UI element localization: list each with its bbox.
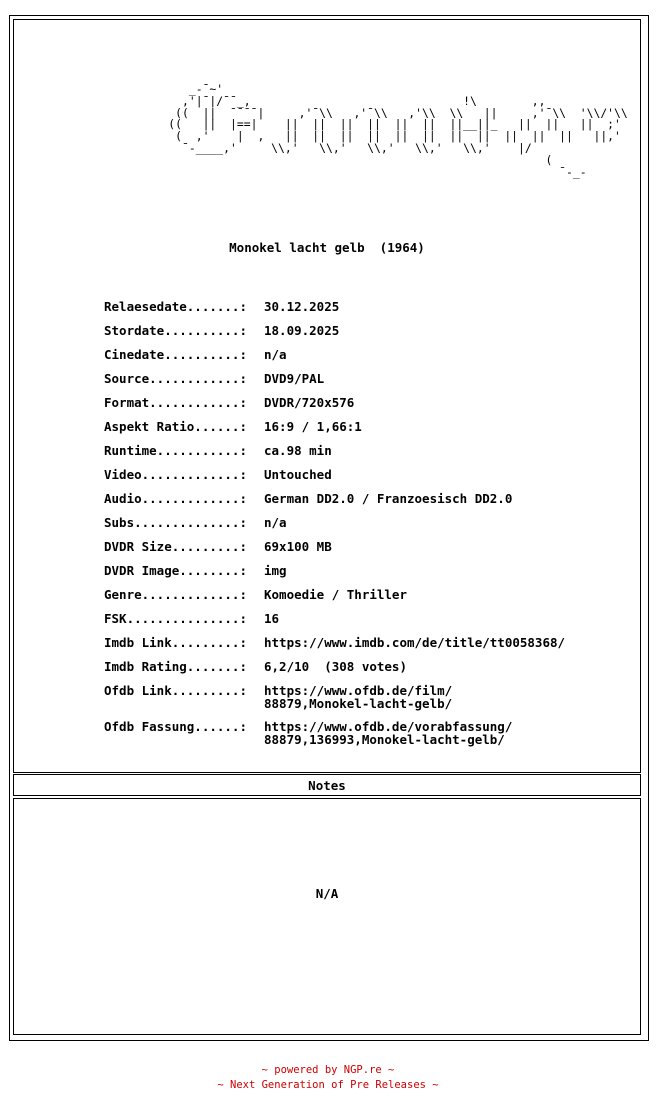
detail-value: n/a	[264, 515, 287, 530]
detail-value: 16	[264, 611, 280, 626]
detail-row-ofdb-link	[104, 684, 565, 720]
detail-key: Audio.............:	[104, 491, 247, 506]
notes-panel	[13, 798, 641, 1035]
detail-value: Komoedie / Thriller	[264, 587, 407, 602]
detail-row-cinedate	[104, 348, 565, 372]
imdb-link[interactable]: https://www.imdb.com/de/title/tt0058368/	[264, 635, 566, 650]
ascii-logo: _-¯~' ,'|¯|/¯¯_, !\ ,, (( || ¯¯¯¯| ,'¯\\ ,'¯\\ ,'\\ \\ || ,'¯\\ '\\/'\\ (( || |==| || || || || || || ||__||_ || || || ;' ( ,' | , || || || || || || || || || || || ||,' ¯-____,' \\,' \\,' \\,' \\,' \\,' |/ ( ¯-_-	[168, 82, 628, 179]
detail-row-runtime	[104, 444, 565, 468]
detail-key: Relaesedate.......:	[104, 299, 247, 314]
detail-key: Genre.............:	[104, 587, 247, 602]
nfo-frame	[9, 15, 649, 1041]
detail-key: Format............:	[104, 395, 247, 410]
detail-row-genre	[104, 588, 565, 612]
detail-row-ofdb-fassung	[104, 720, 565, 756]
detail-key: Imdb Link.........:	[104, 635, 247, 650]
detail-row-dvdr-size	[104, 540, 565, 564]
notes-label: Notes	[308, 778, 346, 793]
detail-value: 18.09.2025	[264, 323, 340, 338]
detail-value: 30.12.2025	[264, 299, 340, 314]
detail-value: ca.98 min	[264, 443, 332, 458]
detail-row-imdb-link	[104, 636, 565, 660]
detail-key: Imdb Rating.......:	[104, 659, 247, 674]
detail-row-audio	[104, 492, 565, 516]
release-details	[104, 300, 565, 756]
detail-value: DVDR/720x576	[264, 395, 355, 410]
detail-value: Untouched	[264, 467, 332, 482]
footer-powered-by[interactable]: ~ powered by NGP.re ~	[261, 1064, 395, 1076]
detail-value: German DD2.0 / Franzoesisch DD2.0	[264, 491, 513, 506]
notes-text: N/A	[315, 886, 339, 901]
detail-row-source	[104, 372, 565, 396]
detail-value: n/a	[264, 347, 287, 362]
detail-row-releasedate	[104, 300, 565, 324]
detail-value: 6,2/10 (308 votes)	[264, 659, 407, 674]
detail-row-dvdr-image	[104, 564, 565, 588]
detail-key: Ofdb Link.........:	[104, 683, 247, 698]
footer-tagline: ~ Next Generation of Pre Releases ~	[217, 1079, 439, 1091]
detail-key: Source............:	[104, 371, 247, 386]
detail-key: Aspekt Ratio......:	[104, 419, 247, 434]
detail-value: img	[264, 563, 287, 578]
detail-key: FSK...............:	[104, 611, 247, 626]
ofdb-link[interactable]: https://www.ofdb.de/film/ 88879,Monokel-lacht-gelb/	[264, 683, 453, 711]
detail-row-aspect-ratio	[104, 420, 565, 444]
detail-value: DVD9/PAL	[264, 371, 325, 386]
ofdb-fassung-link[interactable]: https://www.ofdb.de/vorabfassung/ 88879,136993,Monokel-lacht-gelb/	[264, 719, 513, 747]
detail-key: Runtime...........:	[104, 443, 247, 458]
release-info-panel	[13, 19, 641, 773]
detail-row-video	[104, 468, 565, 492]
detail-row-format	[104, 396, 565, 420]
release-title: Monokel lacht gelb (1964)	[229, 240, 425, 255]
detail-row-imdb-rating	[104, 660, 565, 684]
detail-key: DVDR Image........:	[104, 563, 247, 578]
detail-row-subs	[104, 516, 565, 540]
detail-key: Ofdb Fassung......:	[104, 719, 247, 734]
detail-row-stordate	[104, 324, 565, 348]
detail-value: 16:9 / 1,66:1	[264, 419, 362, 434]
detail-key: DVDR Size.........:	[104, 539, 247, 554]
detail-row-fsk	[104, 612, 565, 636]
detail-key: Video.............:	[104, 467, 247, 482]
detail-key: Subs..............:	[104, 515, 247, 530]
detail-value: 69x100 MB	[264, 539, 332, 554]
detail-key: Cinedate..........:	[104, 347, 247, 362]
detail-key: Stordate..........:	[104, 323, 247, 338]
notes-header	[13, 774, 641, 796]
